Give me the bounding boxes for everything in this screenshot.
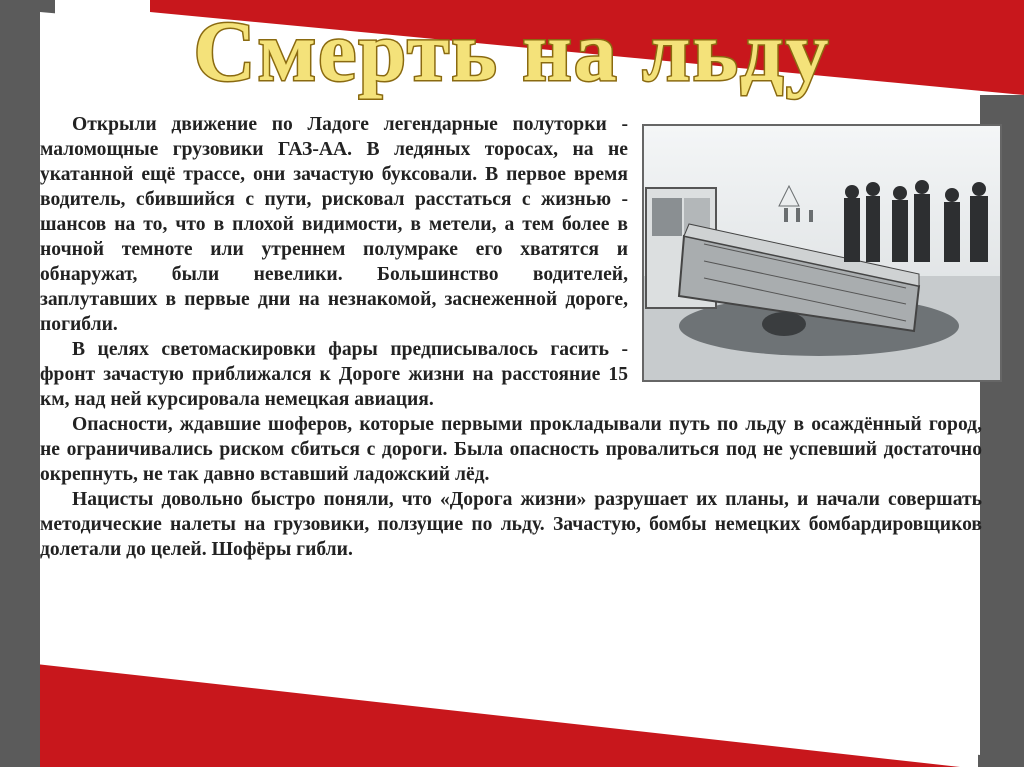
paragraph-3: Опасности, ждавшие шоферов, которые первыми прокладывали путь по льду в осаждённый город, не ограничивались риском сбиться с дороги. Была опасность провалиться под не успевший достаточно окрепнуть, не так давно вставший ладожский лёд. bbox=[40, 414, 982, 485]
paragraph-2: В целях светомаскировки фары предписывалось гасить - фронт зачастую приближался к Дороге жизни на расстояние 15 км, над ней курсировала немецкая авиация. bbox=[40, 339, 628, 410]
article-text bbox=[40, 112, 982, 562]
paragraph-1: Открыли движение по Ладоге легендарные полуторки - маломощные грузовики ГАЗ-АА. В ледяных торосах, на не укатанной ещё трассе, они зачастую буксовали. В первое время водитель, сбившийся с пути, рисковал расстаться с жизнью - шансов на то, что в плохой видимости, в метели, а тем более в ночной темноте или утреннем полумраке его хватятся и обнаружат, были невелики. Большинство водителей, заплутавших в первые дни на незнакомой, заснеженной дороге, погибли. bbox=[40, 114, 628, 335]
paragraph-4: Нацисты довольно быстро поняли, что «Дорога жизни» разрушает их планы, и начали совершать методические налеты на грузовики, ползущие по льду. Зачастую, бомбы немецких бомбардировщиков долетали до целей. Шофёры гибли. bbox=[40, 489, 982, 560]
page-title bbox=[0, 2, 1024, 102]
truck-through-ice-photo bbox=[642, 124, 1002, 382]
bottom-gray-band bbox=[0, 560, 40, 767]
page-title-text: Смерть на льду bbox=[193, 3, 831, 99]
